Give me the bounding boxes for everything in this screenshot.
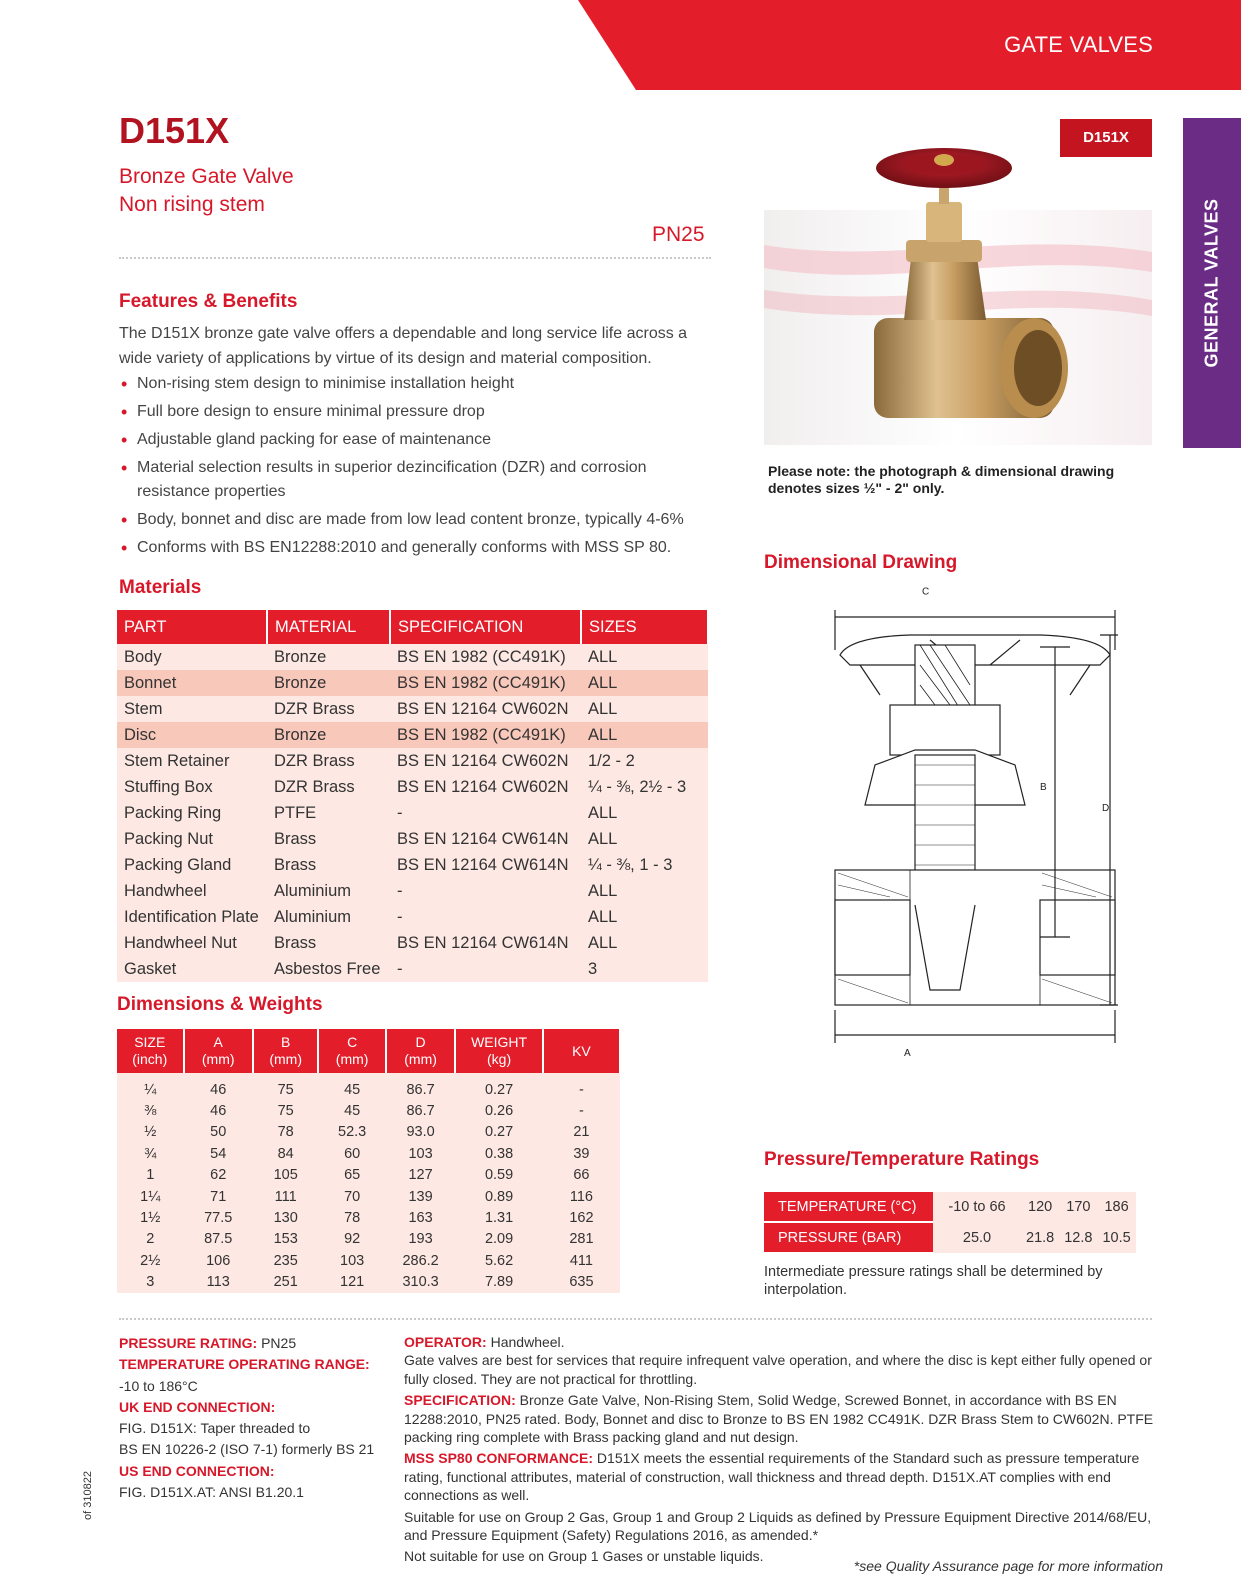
operator-label: OPERATOR: <box>404 1334 487 1350</box>
operator-text: Gate valves are best for services that require infrequent valve operation, and where the disc is kept either fully opened or fully closed. They are not practical for throttling. <box>404 1352 1152 1387</box>
table-cell: ALL <box>581 696 708 722</box>
table-cell: Stem Retainer <box>117 748 267 774</box>
table-row <box>117 1207 620 1228</box>
table-cell: 52.3 <box>318 1122 385 1143</box>
table-cell: 2 <box>117 1229 184 1250</box>
table-cell: BS EN 12164 CW614N <box>390 826 581 852</box>
product-subtitle-2: Non rising stem <box>119 193 265 216</box>
table-cell: 113 <box>184 1272 253 1293</box>
column-header-title: B <box>280 1034 291 1050</box>
column-header <box>117 1029 184 1073</box>
table-cell: PTFE <box>267 800 390 826</box>
column-header-title: A <box>213 1034 223 1050</box>
table-cell: 411 <box>543 1250 620 1271</box>
table-cell: 86.7 <box>386 1073 455 1100</box>
specification-text: Bronze Gate Valve, Non-Rising Stem, Solid Wedge, Screwed Bonnet, in accordance with BS EN 12288:2010, PN25 rated. Body, Bonnet and disc to Bronze to BS EN 1982 CC491K. DZR Brass Stem to CW602N. PTFE packing ring complete with Brass packing gland and nut design. <box>404 1392 1154 1446</box>
table-cell: 25.0 <box>933 1222 1021 1253</box>
table-cell: Packing Gland <box>117 852 267 878</box>
specs-left <box>119 1333 394 1503</box>
table-cell: ⅜ <box>117 1100 184 1121</box>
table-cell: 1/2 - 2 <box>581 748 708 774</box>
not-suitable-text: Not suitable for use on Group 1 Gases or unstable liquids. <box>404 1548 764 1565</box>
table-cell: Aluminium <box>267 904 390 930</box>
table-cell: ALL <box>581 904 708 930</box>
pressure-label: PRESSURE (BAR) <box>764 1222 933 1253</box>
table-cell: ½ <box>117 1122 184 1143</box>
table-row <box>117 956 708 982</box>
table-cell: 130 <box>253 1207 318 1228</box>
table-cell: 281 <box>543 1229 620 1250</box>
label-d: D <box>1102 803 1110 814</box>
table-cell: 78 <box>253 1122 318 1143</box>
temperature-label: TEMPERATURE (°C) <box>764 1192 933 1222</box>
table-cell: 50 <box>184 1122 253 1143</box>
table-cell: ¼ - ⅜, 1 - 3 <box>581 852 708 878</box>
column-header <box>184 1029 253 1073</box>
column-header-title: D <box>415 1034 426 1050</box>
table-cell: Bonnet <box>117 670 267 696</box>
document-id: of 310822 <box>82 1471 94 1520</box>
table-cell: Handwheel Nut <box>117 930 267 956</box>
table-cell: 75 <box>253 1073 318 1100</box>
list-item: • Body, bonnet and disc are made from low lead content bronze, typically 4-6% <box>119 508 719 532</box>
table-header-row <box>117 610 708 644</box>
product-code: D151X <box>119 110 230 151</box>
table-cell: 45 <box>318 1073 385 1100</box>
table-cell: 86.7 <box>386 1100 455 1121</box>
table-cell: 5.62 <box>455 1250 543 1271</box>
table-cell: 21.8 <box>1021 1222 1059 1253</box>
operator-value: Handwheel. <box>486 1334 565 1350</box>
table-row <box>117 1272 620 1293</box>
column-header <box>543 1029 620 1073</box>
table-cell: 78 <box>318 1207 385 1228</box>
features-list <box>119 372 719 564</box>
table-row <box>117 1250 620 1271</box>
table-cell: 1½ <box>117 1207 184 1228</box>
column-header-title: KV <box>572 1042 591 1059</box>
specs-right <box>404 1333 1154 1569</box>
table-cell: BS EN 1982 (CC491K) <box>390 644 581 670</box>
table-row <box>764 1192 1136 1222</box>
table-cell: 7.89 <box>455 1272 543 1293</box>
table-cell: BS EN 12164 CW602N <box>390 774 581 800</box>
table-row <box>117 1100 620 1121</box>
table-row <box>764 1222 1136 1253</box>
table-cell: Brass <box>267 930 390 956</box>
table-cell: 103 <box>386 1143 455 1164</box>
table-cell: 193 <box>386 1229 455 1250</box>
us-connection-label: US END CONNECTION: <box>119 1462 275 1479</box>
table-cell: Handwheel <box>117 878 267 904</box>
table-cell: BS EN 12164 CW602N <box>390 748 581 774</box>
label-b: B <box>1040 782 1047 793</box>
table-cell: 0.89 <box>455 1186 543 1207</box>
table-cell: 66 <box>543 1165 620 1186</box>
table-cell: Body <box>117 644 267 670</box>
table-cell: 1 <box>117 1165 184 1186</box>
product-badge: D151X <box>1060 119 1152 157</box>
table-cell: ALL <box>581 800 708 826</box>
table-cell: Stuffing Box <box>117 774 267 800</box>
table-cell: 12.8 <box>1059 1222 1097 1253</box>
section-title: GATE VALVES <box>1004 32 1153 57</box>
column-header-unit: (mm) <box>201 1051 235 1067</box>
table-cell: ALL <box>581 878 708 904</box>
column-header-unit: (mm) <box>335 1051 369 1067</box>
table-cell: Identification Plate <box>117 904 267 930</box>
table-cell: Stem <box>117 696 267 722</box>
table-cell: 77.5 <box>184 1207 253 1228</box>
ratings-table <box>764 1192 1136 1254</box>
column-header: SPECIFICATION <box>390 610 581 644</box>
table-row <box>117 670 708 696</box>
table-cell: Gasket <box>117 956 267 982</box>
table-cell: 93.0 <box>386 1122 455 1143</box>
specification-label: SPECIFICATION: <box>404 1392 516 1409</box>
table-cell: BS EN 12164 CW602N <box>390 696 581 722</box>
uk-connection-label: UK END CONNECTION: <box>119 1398 276 1415</box>
mss-label: MSS SP80 CONFORMANCE: <box>404 1450 594 1467</box>
table-cell: Packing Nut <box>117 826 267 852</box>
table-cell: ALL <box>581 826 708 852</box>
pressure-rating-value: PN25 <box>257 1335 297 1351</box>
table-cell: 0.38 <box>455 1143 543 1164</box>
table-cell: - <box>390 904 581 930</box>
uk-connection-line-1: FIG. D151X: Taper threaded to <box>119 1420 311 1437</box>
list-item: • Adjustable gland packing for ease of maintenance <box>119 428 719 452</box>
table-cell: 84 <box>253 1143 318 1164</box>
table-cell: 62 <box>184 1165 253 1186</box>
table-row <box>117 1073 620 1100</box>
table-row <box>117 644 708 670</box>
table-row <box>117 1143 620 1164</box>
footnote: *see Quality Assurance page for more information <box>853 1558 1163 1574</box>
table-cell: 111 <box>253 1186 318 1207</box>
table-cell: 153 <box>253 1229 318 1250</box>
column-header-title: C <box>347 1034 358 1050</box>
drawing-packing-nut <box>890 705 1000 755</box>
table-row <box>117 930 708 956</box>
table-cell: 60 <box>318 1143 385 1164</box>
pressure-rating-label: PRESSURE RATING: <box>119 1335 258 1351</box>
table-row <box>117 1229 620 1250</box>
column-header <box>455 1029 543 1073</box>
side-tab-label: GENERAL VALVES <box>1201 198 1222 368</box>
table-row <box>117 800 708 826</box>
table-cell: 106 <box>184 1250 253 1271</box>
table-cell: Packing Ring <box>117 800 267 826</box>
table-row <box>117 826 708 852</box>
dimensions-body <box>117 1073 620 1293</box>
column-header: SIZES <box>581 610 708 644</box>
table-cell: -10 to 66 <box>933 1192 1021 1222</box>
table-cell: 54 <box>184 1143 253 1164</box>
table-row <box>117 722 708 748</box>
table-cell: 2½ <box>117 1250 184 1271</box>
table-cell: 635 <box>543 1272 620 1293</box>
table-cell: 0.26 <box>455 1100 543 1121</box>
table-cell: Asbestos Free <box>267 956 390 982</box>
column-header <box>253 1029 318 1073</box>
table-row <box>117 748 708 774</box>
table-cell: 1.31 <box>455 1207 543 1228</box>
table-cell: ¼ - ⅜, 2½ - 3 <box>581 774 708 800</box>
table-cell: 65 <box>318 1165 385 1186</box>
temp-range-value: -10 to 186°C <box>119 1377 198 1394</box>
table-cell: ALL <box>581 722 708 748</box>
table-cell: Bronze <box>267 722 390 748</box>
table-row <box>117 852 708 878</box>
table-cell: Aluminium <box>267 878 390 904</box>
table-cell: - <box>543 1100 620 1121</box>
table-row <box>117 1122 620 1143</box>
table-cell: ¼ <box>117 1073 184 1100</box>
column-header-title: SIZE <box>134 1034 166 1050</box>
materials-heading: Materials <box>119 577 202 598</box>
label-c: C <box>922 586 930 598</box>
list-item: • Conforms with BS EN12288:2010 and generally conforms with MSS SP 80. <box>119 536 719 560</box>
table-cell: Disc <box>117 722 267 748</box>
side-tab[interactable] <box>1183 118 1241 448</box>
column-header-title: WEIGHT <box>471 1034 528 1050</box>
table-cell: 163 <box>386 1207 455 1228</box>
list-item: • Non-rising stem design to minimise installation height <box>119 372 719 396</box>
dimensional-drawing <box>820 585 1130 1075</box>
table-cell: Bronze <box>267 670 390 696</box>
table-cell: 186 <box>1097 1192 1135 1222</box>
table-cell: 71 <box>184 1186 253 1207</box>
uk-connection-line-2: BS EN 10226-2 (ISO 7-1) formerly BS 21 <box>119 1441 375 1458</box>
table-cell: BS EN 1982 (CC491K) <box>390 722 581 748</box>
mss-text: D151X meets the essential requirements of the Standard such as pressure temperature rating, functional attributes, material of construction, wall thickness and thread depth. D151X.AT complies with end connections as well. <box>404 1450 1140 1504</box>
table-cell: 170 <box>1059 1192 1097 1222</box>
list-item: • Material selection results in superior dezincification (DZR) and corrosion resistance properties <box>119 456 719 504</box>
table-cell: 21 <box>543 1122 620 1143</box>
table-cell: DZR Brass <box>267 696 390 722</box>
pressure-class: PN25 <box>652 223 705 246</box>
table-cell: 0.59 <box>455 1165 543 1186</box>
column-header <box>386 1029 455 1073</box>
us-connection-value: FIG. D151X.AT: ANSI B1.20.1 <box>119 1484 304 1501</box>
table-cell: DZR Brass <box>267 748 390 774</box>
table-row <box>117 774 708 800</box>
table-row <box>117 1186 620 1207</box>
ratings-heading: Pressure/Temperature Ratings <box>764 1149 1040 1170</box>
table-cell: Brass <box>267 852 390 878</box>
column-header: MATERIAL <box>267 610 390 644</box>
column-header: PART <box>117 610 267 644</box>
column-header-unit: (kg) <box>487 1051 512 1067</box>
table-cell: 103 <box>318 1250 385 1271</box>
table-cell: ALL <box>581 644 708 670</box>
column-header-unit: (inch) <box>132 1051 168 1067</box>
table-cell: - <box>390 878 581 904</box>
features-heading: Features & Benefits <box>119 291 298 312</box>
table-cell: ALL <box>581 930 708 956</box>
column-header-unit: (mm) <box>269 1051 302 1067</box>
table-cell: 0.27 <box>455 1073 543 1100</box>
table-cell: - <box>543 1073 620 1100</box>
table-cell: 2.09 <box>455 1229 543 1250</box>
table-cell: - <box>390 956 581 982</box>
table-cell: ALL <box>581 670 708 696</box>
temp-range-label: TEMPERATURE OPERATING RANGE: <box>119 1356 370 1373</box>
valve-photo <box>764 140 1152 445</box>
column-header-unit: (mm) <box>404 1051 437 1067</box>
table-cell: 286.2 <box>386 1250 455 1271</box>
table-cell: 46 <box>184 1073 253 1100</box>
table-cell: 105 <box>253 1165 318 1186</box>
table-cell: 3 <box>117 1272 184 1293</box>
table-row <box>117 1165 620 1186</box>
drawing-heading: Dimensional Drawing <box>764 552 958 573</box>
table-cell: 127 <box>386 1165 455 1186</box>
table-cell: 121 <box>318 1272 385 1293</box>
table-cell: 251 <box>253 1272 318 1293</box>
table-cell: 3 <box>581 956 708 982</box>
table-row <box>117 696 708 722</box>
ratings-note: Intermediate pressure ratings shall be determined by interpolation. <box>764 1264 1103 1298</box>
dimensions-heading: Dimensions & Weights <box>117 994 323 1015</box>
table-cell: 45 <box>318 1100 385 1121</box>
table-cell: Brass <box>267 826 390 852</box>
table-cell: Bronze <box>267 644 390 670</box>
table-cell: 75 <box>253 1100 318 1121</box>
table-cell: 310.3 <box>386 1272 455 1293</box>
table-cell: 120 <box>1021 1192 1059 1222</box>
table-cell: 92 <box>318 1229 385 1250</box>
table-cell: 39 <box>543 1143 620 1164</box>
divider <box>119 257 711 259</box>
materials-body <box>117 644 708 982</box>
product-subtitle-1: Bronze Gate Valve <box>119 165 294 188</box>
table-cell: 10.5 <box>1097 1222 1135 1253</box>
photo-note: Please note: the photograph & dimensional drawing denotes sizes ½" - 2" only. <box>768 463 1115 496</box>
table-cell: 162 <box>543 1207 620 1228</box>
table-cell: ¾ <box>117 1143 184 1164</box>
label-a: A <box>904 1048 911 1059</box>
table-cell: DZR Brass <box>267 774 390 800</box>
table-cell: BS EN 1982 (CC491K) <box>390 670 581 696</box>
table-cell: 87.5 <box>184 1229 253 1250</box>
dimensions-table <box>117 1029 621 1293</box>
materials-table <box>117 610 709 982</box>
features-intro: The D151X bronze gate valve offers a dependable and long service life across a wide variety of applications by virtue of its design and material composition. <box>119 325 688 367</box>
table-cell: BS EN 12164 CW614N <box>390 930 581 956</box>
table-row <box>117 878 708 904</box>
table-cell: 0.27 <box>455 1122 543 1143</box>
divider <box>119 1318 1152 1320</box>
table-cell: BS EN 12164 CW614N <box>390 852 581 878</box>
table-cell: - <box>390 800 581 826</box>
ped-text: Suitable for use on Group 2 Gas, Group 1 and Group 2 Liquids as defined by Pressure Equipment Directive 2014/68/EU, and Pressure Equipment (Safety) Regulations 2016, as amended.* <box>404 1508 1152 1544</box>
table-row <box>117 904 708 930</box>
table-cell: 46 <box>184 1100 253 1121</box>
table-cell: 116 <box>543 1186 620 1207</box>
table-cell: 70 <box>318 1186 385 1207</box>
column-header <box>318 1029 385 1073</box>
table-header-row <box>117 1029 620 1073</box>
list-item: • Full bore design to ensure minimal pressure drop <box>119 400 719 424</box>
table-cell: 139 <box>386 1186 455 1207</box>
table-cell: 1¼ <box>117 1186 184 1207</box>
table-cell: 235 <box>253 1250 318 1271</box>
